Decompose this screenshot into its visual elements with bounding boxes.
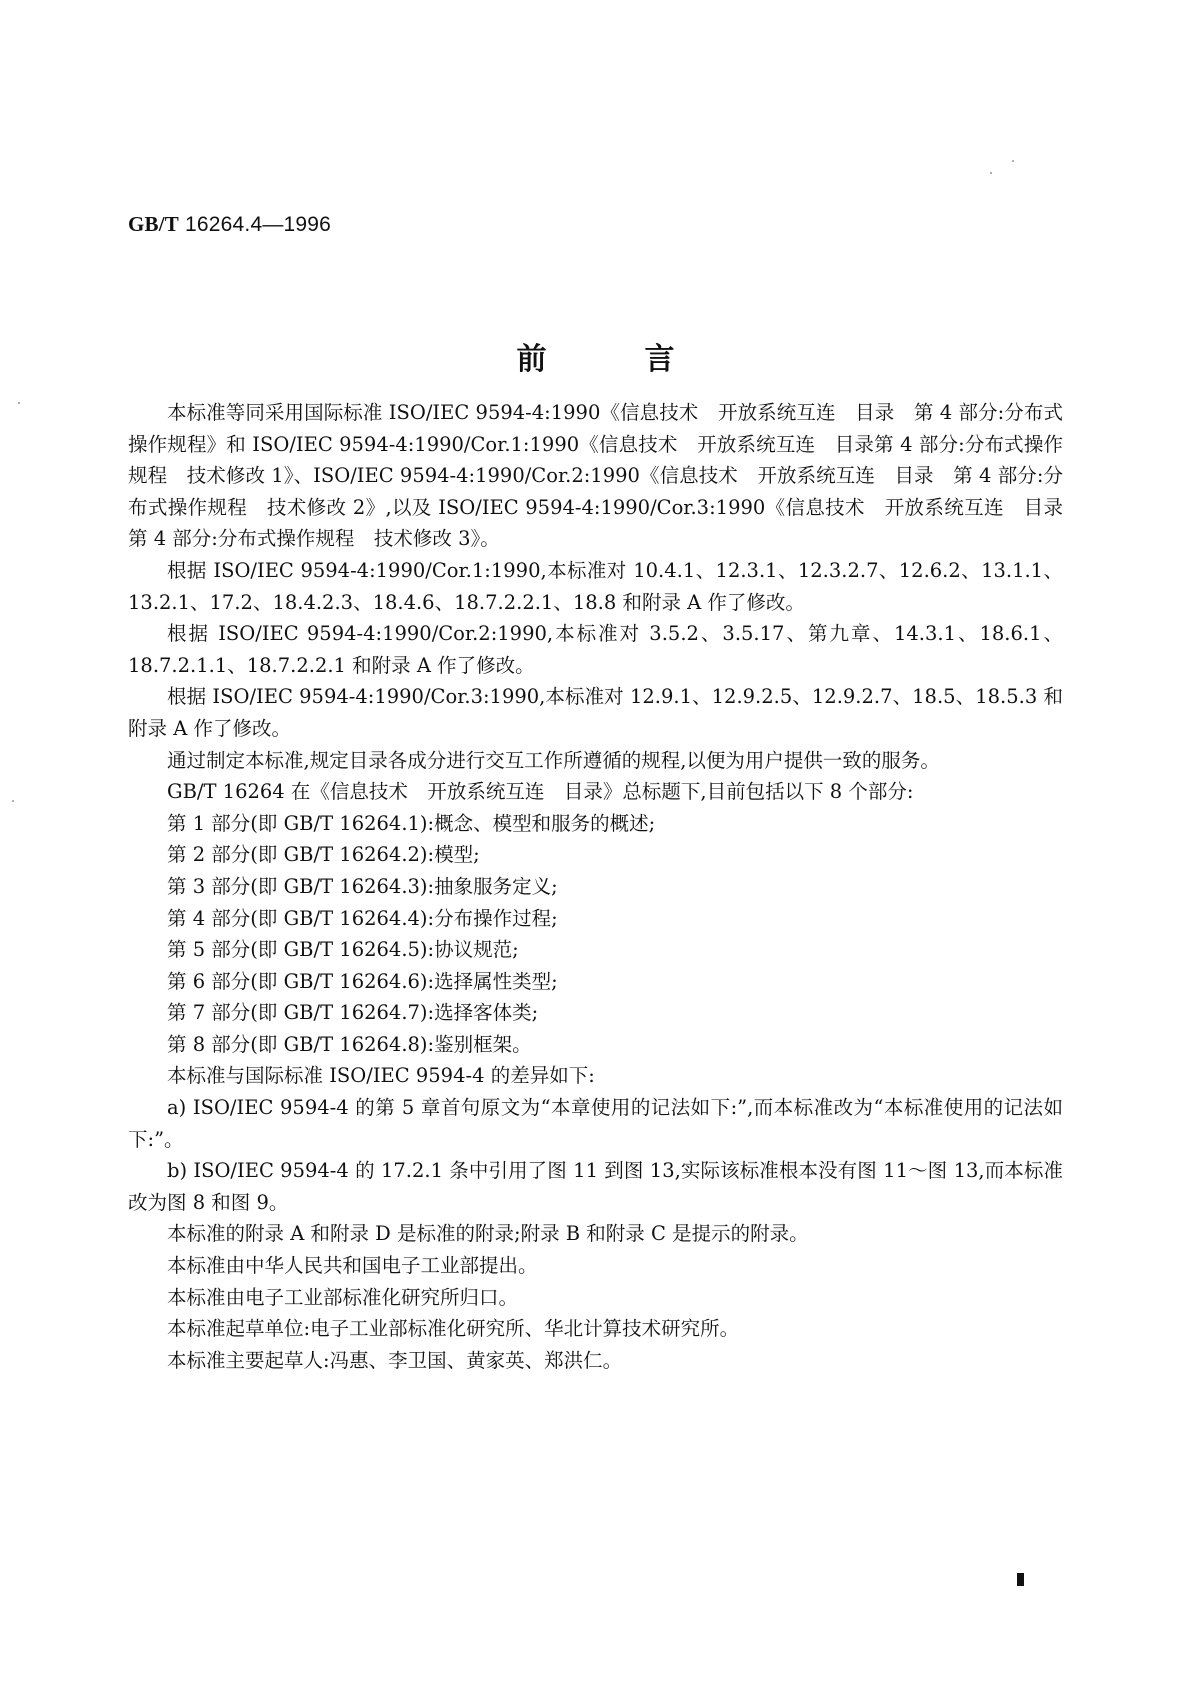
paragraph-proposed-by: 本标准由中华人民共和国电子工业部提出。 (167, 1254, 538, 1278)
paragraph-purpose: 通过制定本标准,规定目录各成分进行交互工作所遵循的规程,以便为用户提供一致的服务。 (167, 748, 940, 772)
paragraph-drafters: 本标准主要起草人:冯惠、李卫国、黄家英、郑洪仁。 (167, 1348, 623, 1372)
list-item-part-5: 第 5 部分(即 GB/T 16264.5):协议规范; (167, 938, 519, 962)
paragraph-difference-a: a) ISO/IEC 9594-4 的第 5 章首句原文为“本章使用的记法如下:”,而本标准改为“本标准使用的记法如下:”。 (128, 1096, 1063, 1151)
list-item-part-1: 第 1 部分(即 GB/T 16264.1):概念、模型和服务的概述; (167, 811, 656, 835)
scan-speck (12, 800, 14, 802)
list-item-part-6: 第 6 部分(即 GB/T 16264.6):选择属性类型; (167, 969, 558, 993)
page-number-mark (1017, 1573, 1024, 1586)
page-title-char-2: 言 (644, 342, 675, 377)
list-item-part-4: 第 4 部分(即 GB/T 16264.4):分布操作过程; (167, 906, 558, 930)
scan-speck (18, 402, 20, 404)
paragraph-parts-intro: GB/T 16264 在《信息技术 开放系统互连 目录》总标题下,目前包括以下 8 个部分: (167, 780, 914, 804)
paragraph-difference-b: b) ISO/IEC 9594-4 的 17.2.1 条中引用了图 11 到图 13,实际该标准根本没有图 11～图 13,而本标准改为图 8 和图 9。 (128, 1159, 1063, 1214)
page-title (0, 334, 1191, 378)
page-title-char-1: 前 (516, 342, 547, 377)
standard-code-header (128, 212, 331, 237)
list-item-part-2: 第 2 部分(即 GB/T 16264.2):模型; (167, 843, 480, 867)
standard-code-prefix: GB/T (128, 212, 179, 236)
paragraph-annexes: 本标准的附录 A 和附录 D 是标准的附录;附录 B 和附录 C 是提示的附录。 (167, 1222, 809, 1246)
list-item-part-7: 第 7 部分(即 GB/T 16264.7):选择客体类; (167, 1001, 539, 1025)
scan-speck (1012, 160, 1014, 162)
paragraph-cor3: 根据 ISO/IEC 9594-4:1990/Cor.3:1990,本标准对 12.9.1、12.9.2.5、12.9.2.7、18.5、18.5.3 和附录 A 作了修改。 (128, 685, 1063, 740)
scan-speck (990, 172, 992, 174)
list-item-part-3: 第 3 部分(即 GB/T 16264.3):抽象服务定义; (167, 874, 558, 898)
paragraph-differences-intro: 本标准与国际标准 ISO/IEC 9594-4 的差异如下: (167, 1064, 595, 1088)
paragraph-cor2: 根据 ISO/IEC 9594-4:1990/Cor.2:1990,本标准对 3.5.2、3.5.17、第九章、14.3.1、18.6.1、18.7.2.1.1、18.7.2.2.1 和附录 A 作了修改。 (128, 622, 1063, 677)
paragraph-drafting-units: 本标准起草单位:电子工业部标准化研究所、华北计算技术研究所。 (167, 1317, 740, 1341)
paragraph-cor1: 根据 ISO/IEC 9594-4:1990/Cor.1:1990,本标准对 10.4.1、12.3.1、12.3.2.7、12.6.2、13.1.1、13.2.1、17.2、18.4.2.3、18.4.6、18.7.2.2.1、18.8 和附录 A 作了修改。 (128, 558, 1063, 614)
standard-code-number: 16264.4—1996 (178, 213, 332, 236)
list-item-part-8: 第 8 部分(即 GB/T 16264.8):鉴别框架。 (167, 1032, 532, 1056)
paragraph-adoption: 本标准等同采用国际标准 ISO/IEC 9594-4:1990《信息技术 开放系统互连 目录 第 4 部分:分布式操作规程》和 ISO/IEC 9594-4:1990/Cor.1:1990《信息技术 开放系统互连 目录第 4 部分:分布式操作规程 技术修改 1》、ISO/IEC 9594-4:1990/Cor.2:1990《信息技术 开放系统互连 目录 第 4 部分:分布式操作规程 技术修改 2》,以及 ISO/IEC 9594-4:1990/Cor.3:1990《信息技术 开放系统互连 目录 第 4 部分:分布式操作规程 技术修改 3》。 (128, 401, 1083, 551)
paragraph-centralized-by: 本标准由电子工业部标准化研究所归口。 (167, 1285, 519, 1309)
foreword-body (128, 397, 1083, 1376)
